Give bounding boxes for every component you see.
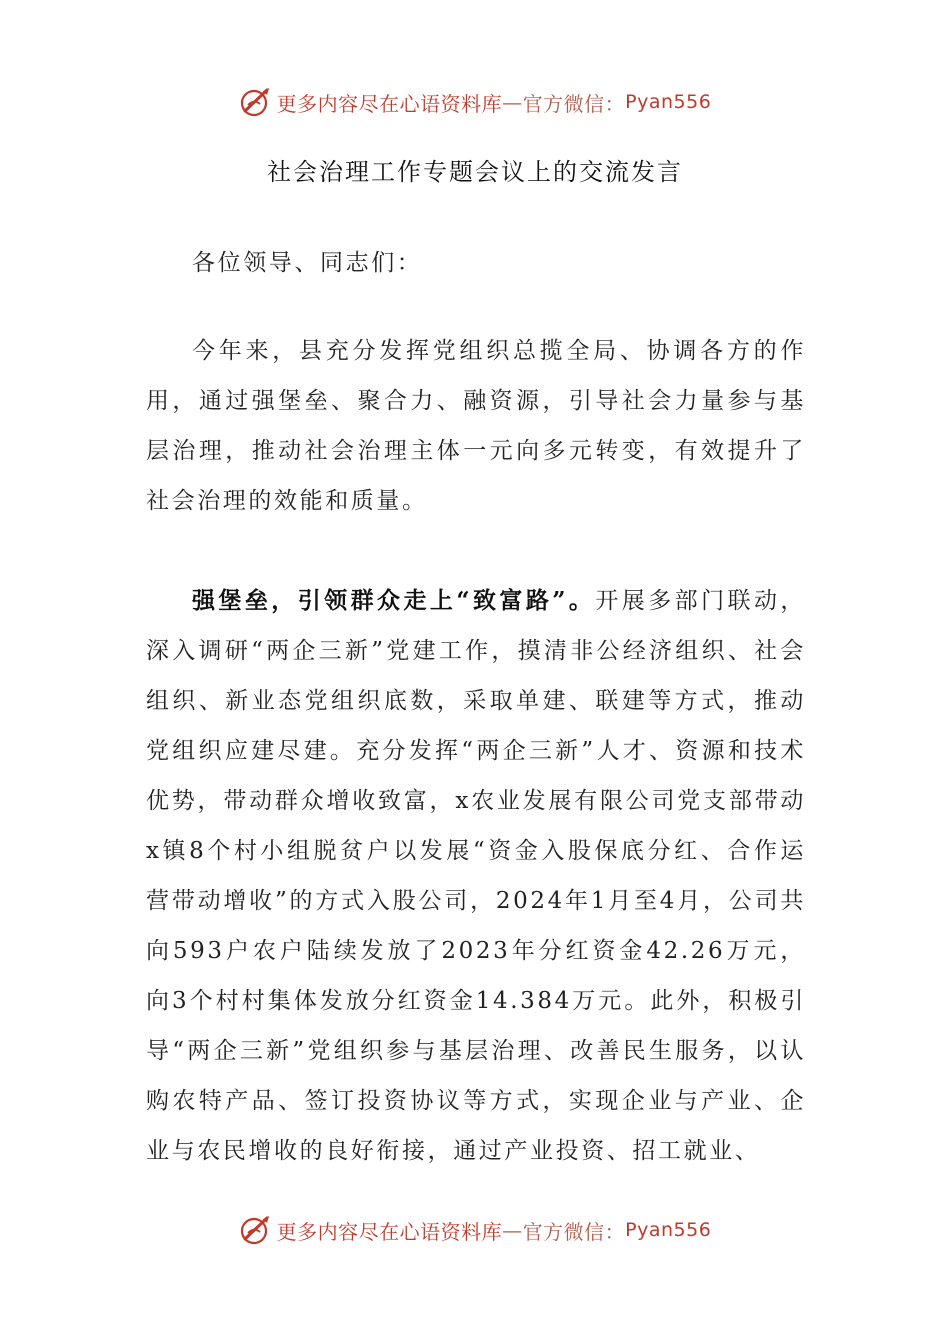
- watermark-dash: —: [502, 1218, 523, 1242]
- watermark-sub-text: 官方微信：: [522, 91, 626, 116]
- paragraph-section-1: [146, 576, 806, 1176]
- document-body: [146, 238, 806, 1226]
- section-body: 开展多部门联动，深入调研“两企三新”党建工作，摸清非公经济组织、社会组织、新业态党组织底数，采取单建、联建等方式，推动党组织应建尽建。充分发挥“两企三新”人才、资源和技术优势，带动群众增收致富，x农业发展有限公司党支部带动x镇8个村小组脱贫户以发展“资金入股保底分红、合作运营带动增收”的方式入股公司，2024年1月至4月，公司共向593户农户陆续发放了2023年分红资金42.26万元，向3个村村集体发放分红资金14.384万元。此外，积极引导“两企三新”党组织参与基层治理、改善民生服务，以认购农特产品、签订投资协议等方式，实现企业与产业、企业与农民增收的良好衔接，通过产业投资、招工就业、: [146, 588, 806, 1164]
- section-heading: 强堡垒，引领群众走上“致富路”。: [192, 587, 596, 614]
- paragraph-intro: 今年来，县充分发挥党组织总揽全局、协调各方的作用，通过强堡垒、聚合力、融资源，引导社会力量参与基层治理，推动社会治理主体一元向多元转变，有效提升了社会治理的效能和质量。: [146, 338, 806, 514]
- watermark-wechat-id: Pyan556: [625, 91, 712, 113]
- watermark-dash: —: [502, 90, 523, 114]
- watermark-main-text: 更多内容尽在心语资料库: [276, 91, 503, 116]
- watermark-main-text: 更多内容尽在心语资料库: [276, 1219, 503, 1244]
- pen-logo-icon: [239, 1213, 273, 1247]
- header-watermark: [0, 84, 950, 120]
- watermark-sub-text: 官方微信：: [522, 1219, 626, 1244]
- footer-watermark: [0, 1212, 950, 1248]
- pen-logo-icon: [239, 85, 273, 119]
- salutation: 各位领导、同志们：: [192, 250, 423, 276]
- watermark-wechat-id: Pyan556: [625, 1219, 712, 1241]
- document-title: 社会治理工作专题会议上的交流发言: [267, 158, 683, 186]
